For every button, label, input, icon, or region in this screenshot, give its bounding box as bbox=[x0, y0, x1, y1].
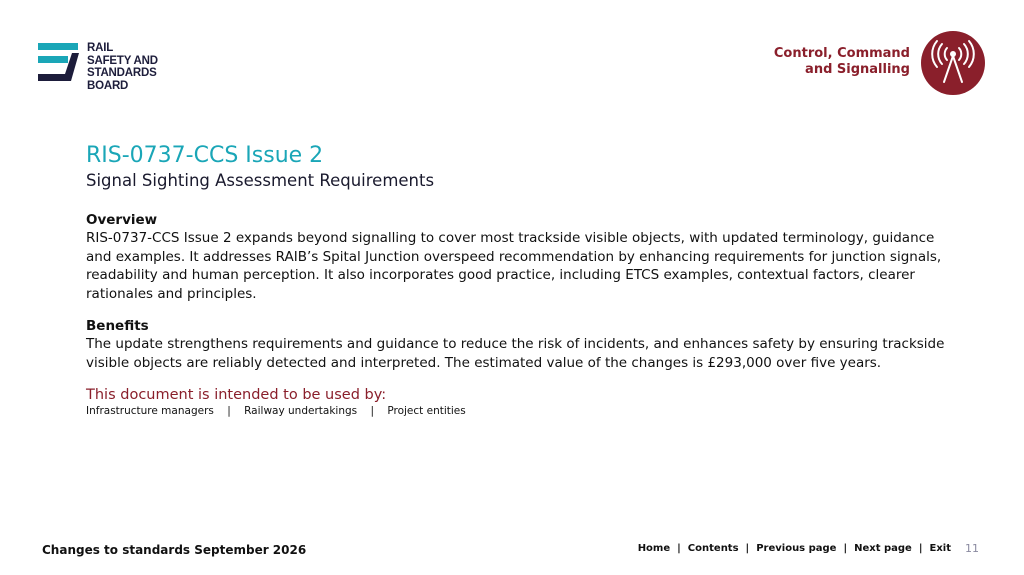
org-name-line: RAIL bbox=[87, 42, 114, 54]
signal-mast-icon bbox=[920, 30, 986, 96]
audience-item: Infrastructure managers bbox=[86, 405, 214, 417]
overview-heading: Overview bbox=[86, 212, 158, 228]
benefits-heading: Benefits bbox=[86, 318, 149, 334]
document-title: Signal Sighting Assessment Requirements bbox=[86, 171, 435, 190]
org-name-line: SAFETY AND bbox=[87, 54, 158, 67]
topic-title bbox=[774, 46, 910, 78]
audience-item: Railway undertakings bbox=[244, 405, 358, 417]
nav-separator: | bbox=[745, 543, 750, 554]
footer-nav bbox=[638, 543, 951, 554]
nav-separator: | bbox=[843, 543, 848, 554]
main-content bbox=[86, 142, 956, 418]
rssb-logo-icon bbox=[38, 43, 80, 83]
publication-title: Changes to standards September 2026 bbox=[42, 543, 307, 557]
audience-item: Project entities bbox=[387, 405, 466, 417]
nav-separator: | bbox=[677, 543, 681, 554]
audience-list: Infrastructure managers | Railway undertakings | Project entities bbox=[86, 405, 466, 417]
nav-home-link[interactable]: Home bbox=[637, 543, 671, 554]
nav-previous-page-link[interactable]: Previous page bbox=[756, 543, 837, 554]
topic-title-line2: and Signalling bbox=[805, 62, 910, 77]
benefits-body: The update strengthens requirements and guidance to reduce the risk of incidents, and enhances safety by ensuring trackside visible objects are reliably detected and interpreted. The estimated value of the changes is £293,000 over five years. bbox=[86, 336, 945, 371]
page-number: 11 bbox=[965, 542, 979, 555]
org-name-line: STANDARDS bbox=[87, 67, 157, 79]
nav-exit-link[interactable]: Exit bbox=[929, 543, 951, 554]
document-code: RIS-0737-CCS Issue 2 bbox=[86, 143, 324, 168]
org-name bbox=[87, 42, 158, 92]
nav-next-page-link[interactable]: Next page bbox=[854, 543, 912, 554]
used-by-heading: This document is intended to be used by: bbox=[86, 387, 387, 403]
nav-separator: | bbox=[918, 543, 923, 554]
topic-title-line1: Control, Command bbox=[773, 46, 910, 61]
overview-body: RIS-0737-CCS Issue 2 expands beyond signalling to cover most trackside visible objects, with updated terminology, guidance and examples. It addresses RAIB’s Spital Junction overspeed recommendation by enhancing requirements for junction signals, readability and human perception. It also incorporates good practice, including ETCS examples, contextual factors, clearer rationales and principles. bbox=[86, 230, 942, 302]
nav-contents-link[interactable]: Contents bbox=[687, 543, 739, 554]
org-name-line: BOARD bbox=[87, 79, 129, 92]
